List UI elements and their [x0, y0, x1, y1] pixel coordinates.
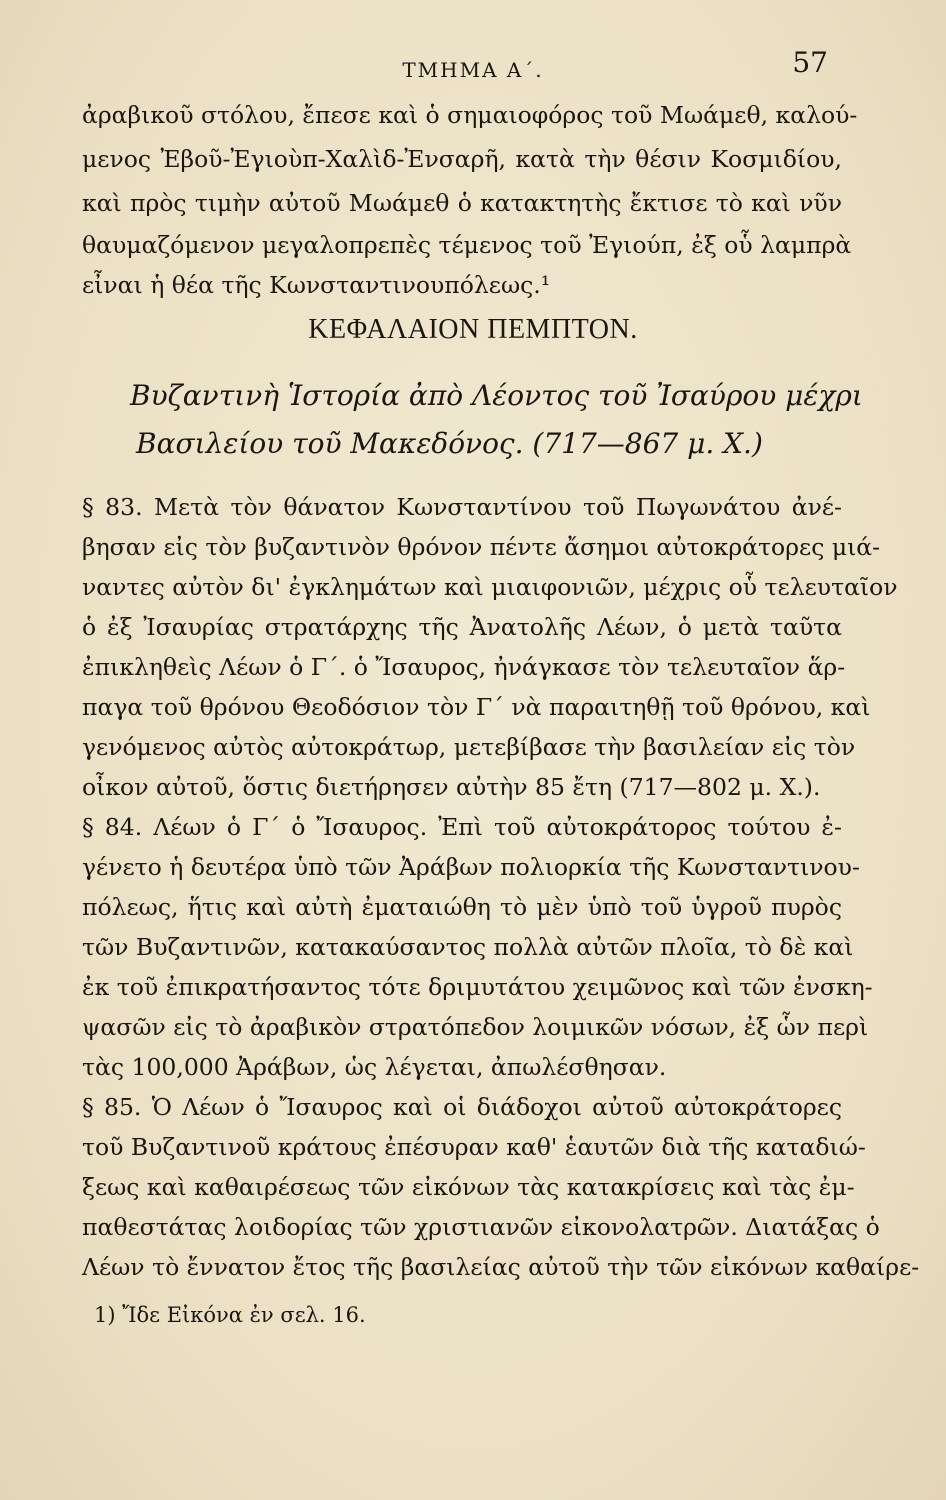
- body-line: γένετο ἡ δευτέρα ὑπὸ τῶν Ἀράβων πολιορκία τῆς Κωνσταντινου-: [82, 853, 860, 881]
- chapter-heading: ΚΕΦΑΛΑΙΟΝ ΠΕΜΠΤΟΝ.: [308, 314, 638, 345]
- body-line: γενόμενος αὐτὸς αὐτοκράτωρ, μετεβίβασε τὴν βασιλείαν εἰς τὸν: [82, 733, 856, 761]
- body-line: § 83. Μετὰ τὸν θάνατον Κωνσταντίνου τοῦ Πωγωνάτου ἀνέ-: [82, 493, 842, 521]
- running-head: ΤΜΗΜΑ Α΄.: [402, 58, 544, 82]
- body-line: παγα τοῦ θρόνου Θεοδόσιον τὸν Γ΄ νὰ παραιτηθῇ τοῦ θρόνου, καὶ: [82, 693, 871, 721]
- body-line: παθεστάτας λοιδορίας τῶν χριστιανῶν εἰκονολατρῶν. Διατάξας ὁ: [82, 1213, 880, 1241]
- body-line: ψασῶν εἰς τὸ ἀραβικὸν στρατόπεδον λοιμικῶν νόσων, ἐξ ὧν περὶ: [82, 1013, 869, 1041]
- body-line: οἶκον αὐτοῦ, ὅστις διετήρησεν αὐτὴν 85 ἔτη (717—802 μ. Χ.).: [82, 773, 821, 801]
- body-line: ξεως καὶ καθαιρέσεως τῶν εἰκόνων τὰς κατακρίσεις καὶ τὰς ἐμ-: [82, 1173, 855, 1201]
- intro-line: ἀραβικοῦ στόλου, ἔπεσε καὶ ὁ σημαιοφόρος τοῦ Μωάμεθ, καλού-: [82, 101, 858, 129]
- body-line: πόλεως, ἥτις καὶ αὐτὴ ἐματαιώθη τὸ μὲν ὑπὸ τοῦ ὑγροῦ πυρὸς: [82, 893, 842, 921]
- intro-line: καὶ πρὸς τιμὴν αὐτοῦ Μωάμεθ ὁ κατακτητὴς ἔκτισε τὸ καὶ νῦν: [82, 189, 842, 217]
- body-line: τῶν Βυζαντινῶν, κατακαύσαντος πολλὰ αὐτῶν πλοῖα, τὸ δὲ καὶ: [82, 933, 854, 961]
- intro-line: εἶναι ἡ θέα τῆς Κωνσταντινουπόλεως.¹: [82, 271, 551, 299]
- body-line: ἐπικληθεὶς Λέων ὁ Γ΄. ὁ Ἴσαυρος, ἠνάγκασε τὸν τελευταῖον ἅρ-: [82, 653, 846, 681]
- intro-line: θαυμαζόμενον μεγαλοπρεπὲς τέμενος τοῦ Ἐγιούπ, ἐξ οὗ λαμπρὰ: [82, 231, 852, 259]
- page-number: 57: [792, 46, 828, 79]
- body-line: ἐκ τοῦ ἐπικρατήσαντος τότε δριμυτάτου χειμῶνος καὶ τῶν ἐνσκη-: [82, 973, 873, 1001]
- intro-line: μενος Ἐβοῦ-Ἐγιοὺπ-Χαλὶδ-Ἐνσαρῆ, κατὰ τὴν θέσιν Κοσμιδίου,: [82, 145, 842, 173]
- body-line: βησαν εἰς τὸν βυζαντινὸν θρόνον πέντε ἄσημοι αὐτοκράτορες μιά-: [82, 533, 881, 561]
- body-line: § 84. Λέων ὁ Γ΄ ὁ Ἴσαυρος. Ἐπὶ τοῦ αὐτοκράτορος τούτου ἐ-: [82, 813, 842, 841]
- body-line: ναντες αὐτὸν δι' ἐγκλημάτων καὶ μιαιφονιῶν, μέχρις οὗ τελευταῖον: [82, 573, 898, 601]
- chapter-subtitle-line: Βυζαντινὴ Ἱστορία ἀπὸ Λέοντος τοῦ Ἰσαύρου μέχρι: [130, 379, 863, 412]
- footnote: 1) Ἴδε Εἰκόνα ἐν σελ. 16.: [94, 1303, 366, 1327]
- chapter-subtitle-line: Βασιλείου τοῦ Μακεδόνος. (717—867 μ. Χ.): [136, 427, 763, 460]
- body-line: Λέων τὸ ἔννατον ἔτος τῆς βασιλείας αὐτοῦ τὴν τῶν εἰκόνων καθαίρε-: [82, 1253, 920, 1281]
- body-line: ὁ ἐξ Ἰσαυρίας στρατάρχης τῆς Ἀνατολῆς Λέων, ὁ μετὰ ταῦτα: [82, 613, 842, 641]
- body-line: § 85. Ὁ Λέων ὁ Ἴσαυρος καὶ οἱ διάδοχοι αὐτοῦ αὐτοκράτορες: [82, 1093, 842, 1121]
- body-line: τοῦ Βυζαντινοῦ κράτους ἐπέσυραν καθ' ἑαυτῶν διὰ τῆς καταδιώ-: [82, 1133, 866, 1161]
- body-line: τὰς 100,000 Ἀράβων, ὡς λέγεται, ἀπωλέσθησαν.: [82, 1053, 667, 1081]
